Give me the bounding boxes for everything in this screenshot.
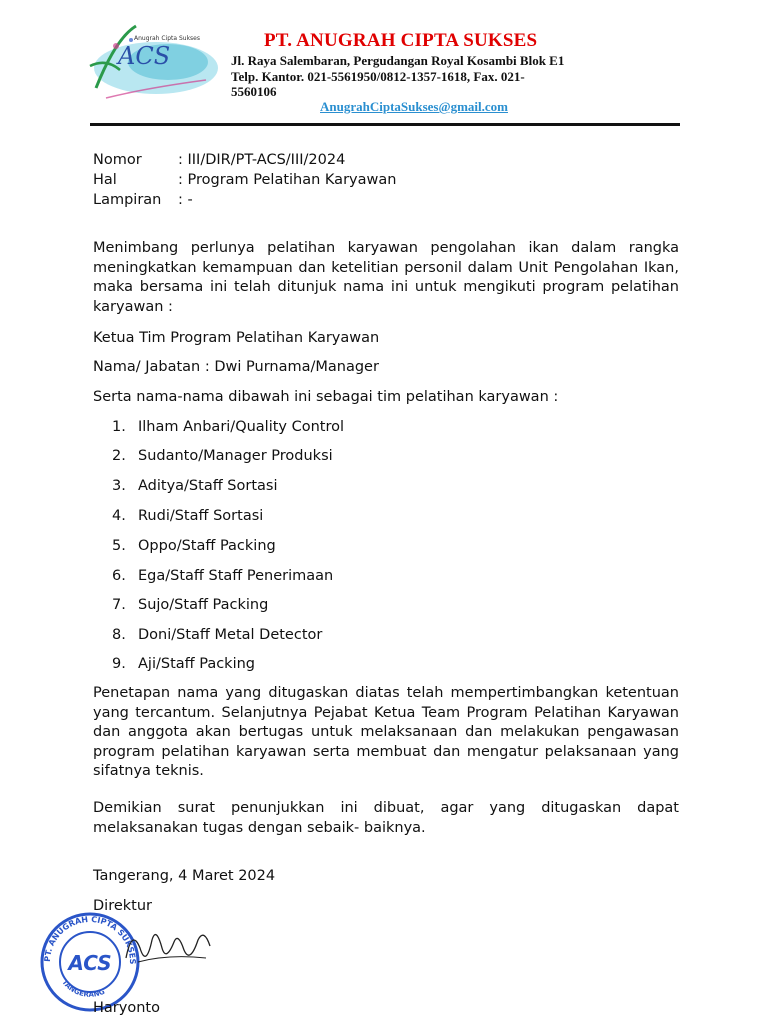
team-item-number: 5. <box>112 538 126 554</box>
team-item <box>112 595 268 615</box>
team-item <box>112 625 322 645</box>
svg-text:TANGERANG <box>60 978 106 999</box>
team-item-number: 7. <box>112 597 126 613</box>
meta-label-lampiran: Lampiran <box>93 192 162 208</box>
stamp-arc-text: PT. ANUGRAH CIPTA SUKSES <box>42 914 138 965</box>
team-intro: Serta nama-nama dibawah ini sebagai tim pelatihan karyawan : <box>93 389 559 405</box>
closing-paragraph-1: Penetapan nama yang ditugaskan diatas telah mempertimbangkan ketentuan yang tercantum. Selanjutnya Pejabat Ketua Team Program Pelatihan Karyawan dan anggota akan bertugas untuk melaksanaan dan melakukan pengawasan program pelatihan karyawan serta membuat dan mengatur pelaksanaan yang sifatnya teknis. <box>93 685 679 779</box>
place-date: Tangerang, 4 Maret 2024 <box>93 868 276 884</box>
team-item-number: 2. <box>112 448 126 464</box>
team-item-text: Ilham Anbari/Quality Control <box>138 419 345 435</box>
team-item-text: Rudi/Staff Sortasi <box>138 508 264 524</box>
team-item-text: Sujo/Staff Packing <box>138 597 269 613</box>
meta-value-nomor: : III/DIR/PT-ACS/III/2024 <box>178 152 346 168</box>
team-item <box>112 476 278 496</box>
address-line-1: Jl. Raya Salembaran, Pergudangan Royal Kosambi Blok E1 <box>231 53 565 68</box>
team-item-text: Ega/Staff Staff Penerimaan <box>138 568 334 584</box>
team-item <box>112 566 333 586</box>
team-item-text: Doni/Staff Metal Detector <box>138 627 323 643</box>
address-line-2: Telp. Kantor. 021-5561950/0812-1357-1618, Fax. 021- <box>231 69 525 84</box>
handwritten-signature <box>118 918 218 980</box>
leader-line: Nama/ Jabatan : Dwi Purnama/Manager <box>93 359 379 375</box>
meta-value-lampiran: : - <box>178 192 193 208</box>
meta-value-hal: : Program Pelatihan Karyawan <box>178 172 397 188</box>
team-item-text: Aji/Staff Packing <box>138 656 256 672</box>
email-link[interactable]: AnugrahCiptaSukses@gmail.com <box>320 99 508 114</box>
team-item <box>112 536 276 556</box>
team-item-number: 3. <box>112 478 126 494</box>
team-item <box>112 506 263 526</box>
team-item-number: 8. <box>112 627 126 643</box>
signer-title: Direktur <box>93 898 152 914</box>
closing-paragraph-2: Demikian surat penunjukkan ini dibuat, agar yang ditugaskan dapat melaksanakan tugas dengan sebaik- baiknya. <box>93 800 679 836</box>
signer-name: Haryonto <box>93 1000 160 1016</box>
intro-paragraph: Menimbang perlunya pelatihan karyawan pengolahan ikan dalam rangka meningkatkan kemampuan dan ketelitian personil dalam Unit Pengolahan Ikan, maka bersama ini telah ditunjuk nama ini untuk mengikuti program pelatihan karyawan : <box>93 240 679 315</box>
team-item-number: 1. <box>112 419 126 435</box>
team-item <box>112 417 344 437</box>
logo-acs-text: ACS <box>118 42 171 70</box>
stamp-center-text: ACS <box>68 951 112 975</box>
letterhead-divider <box>90 123 680 126</box>
team-item-text: Aditya/Staff Sortasi <box>138 478 278 494</box>
team-item-text: Oppo/Staff Packing <box>138 538 276 554</box>
team-item-number: 4. <box>112 508 126 524</box>
address-line-3: 5560106 <box>231 84 277 99</box>
team-item-number: 9. <box>112 656 126 672</box>
company-name: PT. ANUGRAH CIPTA SUKSES <box>264 30 538 51</box>
leader-heading: Ketua Tim Program Pelatihan Karyawan <box>93 330 380 346</box>
meta-label-nomor: Nomor <box>93 152 142 168</box>
company-logo <box>76 18 222 106</box>
team-item <box>112 446 333 466</box>
team-item-number: 6. <box>112 568 126 584</box>
team-item-text: Sudanto/Manager Produksi <box>138 448 333 464</box>
meta-label-hal: Hal <box>93 172 117 188</box>
logo-small-text: Anugrah Cipta Sukses <box>134 35 201 42</box>
stamp-bottom-text: TANGERANG <box>60 978 106 999</box>
team-item <box>112 654 255 674</box>
